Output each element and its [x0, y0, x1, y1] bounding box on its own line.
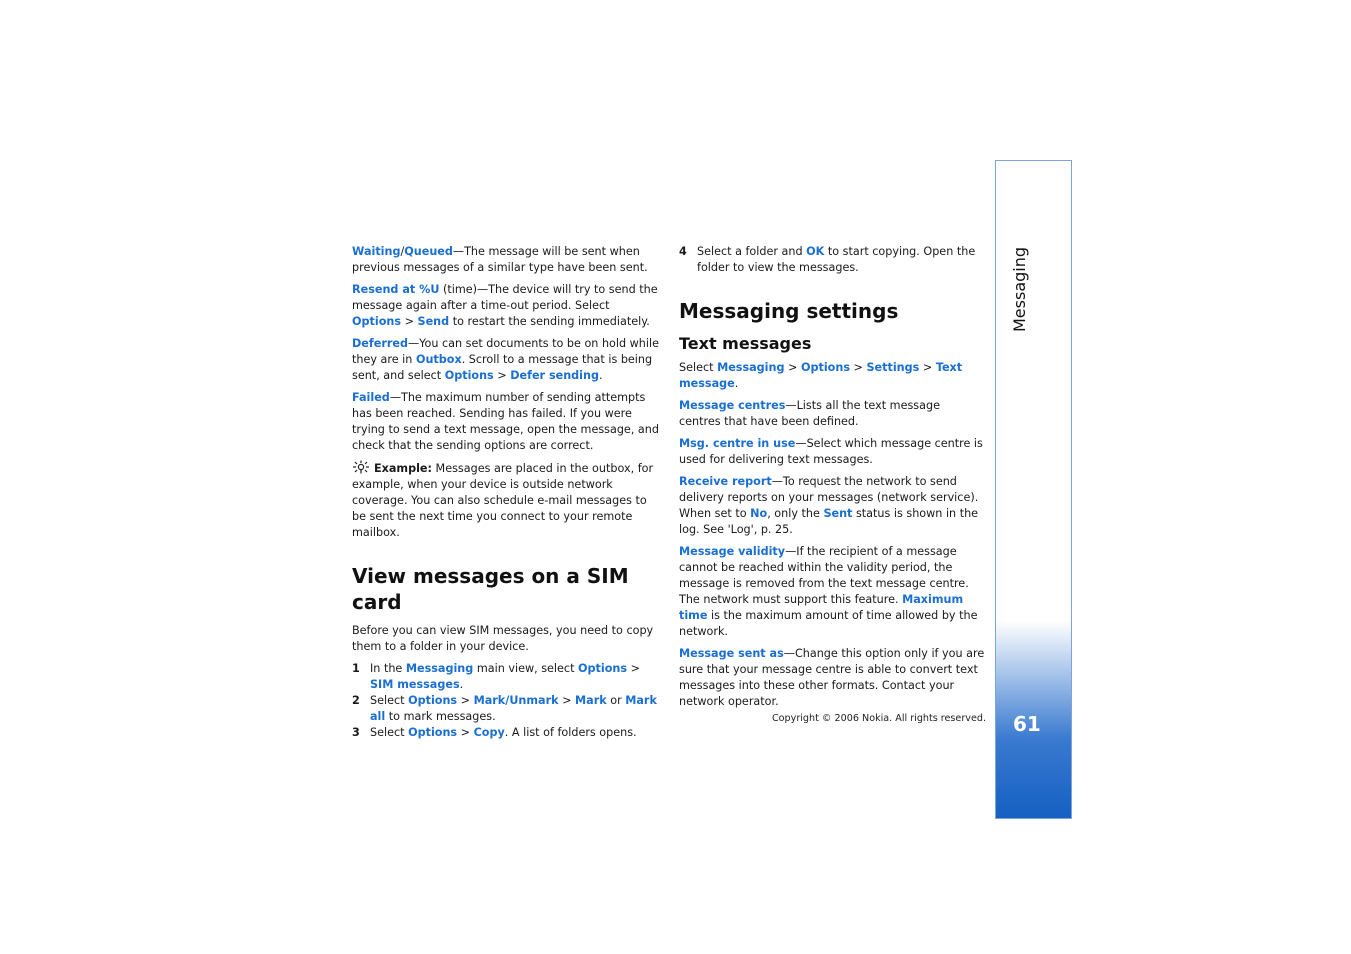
text: >	[558, 694, 576, 707]
text: Select a folder and	[697, 245, 807, 258]
text: /	[400, 245, 405, 258]
text: .	[599, 369, 603, 382]
text: —Select which message centre is used for delivering text messages.	[679, 437, 983, 466]
text: >	[457, 694, 474, 707]
keyword-failed: Failed	[352, 391, 390, 404]
text: >	[919, 361, 936, 374]
text: or	[606, 694, 626, 707]
keyword-mark-unmark: Mark/Unmark	[473, 694, 559, 707]
paragraph-message-centres	[679, 398, 985, 430]
text: >	[493, 369, 511, 382]
paragraph-deferred	[352, 336, 662, 384]
text: Select	[370, 694, 409, 707]
step-1	[352, 661, 662, 693]
text: —Lists all the text message centres that have been defined.	[679, 399, 940, 428]
chapter-tab-label: Messaging	[1010, 246, 1029, 332]
text: Messages are placed in the outbox, for example, when your device is outside network coverage. You can also schedule e-mail messages to be sent the next time you connect to your remote mailbox.	[352, 462, 654, 539]
text: >	[457, 726, 474, 739]
text: —If the recipient of a message cannot be reached within the validity period, the message is removed from the text message centre. The network must support this feature.	[679, 545, 969, 606]
paragraph-waiting	[352, 244, 662, 276]
page-number: 61	[1013, 712, 1041, 736]
paragraph-intro: Before you can view SIM messages, you need to copy them to a folder in your device.	[352, 624, 654, 653]
keyword-settings: Settings	[866, 361, 920, 374]
text: In the	[370, 662, 406, 675]
text: . A list of folders opens.	[504, 726, 637, 739]
step-number: 2	[352, 694, 360, 707]
keyword-sent: Sent	[823, 507, 853, 520]
keyword-messaging: Messaging	[405, 662, 474, 675]
keyword-text-message: Text message	[679, 361, 963, 390]
step-3	[352, 725, 662, 741]
text: >	[784, 361, 801, 374]
step-number: 3	[352, 726, 360, 739]
paragraph-select-path	[679, 360, 985, 392]
text: .	[459, 678, 464, 691]
section-heading-settings: Messaging settings	[679, 299, 899, 323]
step-4	[679, 244, 985, 276]
text: .	[734, 377, 739, 390]
text: (time)—The device will try to send the message again after a time-out period. Select	[352, 283, 658, 312]
keyword-msg-centre-in-use: Msg. centre in use	[679, 437, 796, 450]
text: >	[627, 662, 640, 675]
step-text	[370, 661, 662, 693]
keyword-message-centres: Message centres	[679, 399, 786, 412]
text: main view, select	[473, 662, 579, 675]
example-label: Example:	[374, 462, 432, 475]
keyword-options: Options	[800, 361, 850, 374]
copyright-notice: Copyright © 2006 Nokia. All rights reserved.	[771, 713, 986, 724]
keyword-deferred: Deferred	[352, 337, 408, 350]
subheading-text-messages: Text messages	[679, 334, 812, 353]
text: >	[850, 361, 867, 374]
keyword-waiting: Waiting	[352, 245, 401, 258]
paragraph-example	[352, 460, 662, 541]
keyword-sim-messages: SIM messages	[370, 678, 460, 691]
text: —The maximum number of sending attempts has been reached. Sending has failed. If you were trying to send a text message, open the message, and check that the sending options are correct.	[352, 391, 659, 452]
keyword-resend: Resend at %U	[352, 283, 440, 296]
left-column	[352, 244, 662, 741]
keyword-mark: Mark	[575, 694, 607, 707]
text: to start copying. Open the folder to view the messages.	[697, 245, 976, 274]
keyword-options: Options	[408, 726, 458, 739]
keyword-ok: OK	[806, 245, 825, 258]
text: >	[401, 315, 418, 328]
text: . Scroll to a message that is being sent, and select	[352, 353, 653, 382]
keyword-receive-report: Receive report	[679, 475, 772, 488]
text: —To request the network to send delivery reports on your messages (network service). When set to	[679, 475, 979, 520]
text: —Change this option only if you are sure that your message centre is able to convert text messages into these other formats. Contact your network operator.	[679, 647, 985, 708]
text: Select	[679, 361, 718, 374]
text: is the maximum amount of time allowed by the network.	[679, 609, 978, 638]
keyword-no: No	[750, 507, 768, 520]
keyword-mark-all: Mark all	[370, 694, 657, 723]
step-number: 1	[352, 662, 360, 675]
step-text	[370, 725, 662, 741]
paragraph-receive-report	[679, 474, 985, 538]
keyword-defer-sending: Defer sending	[510, 369, 599, 382]
paragraph-failed	[352, 390, 662, 454]
step-2	[352, 693, 662, 725]
keyword-options: Options	[408, 694, 458, 707]
paragraph-message-sent-as	[679, 646, 985, 710]
text: to restart the sending immediately.	[449, 315, 650, 328]
text: status is shown in the log. See 'Log', p. 25.	[679, 507, 979, 536]
keyword-copy: Copy	[473, 726, 505, 739]
keyword-options: Options	[352, 315, 402, 328]
tip-bulb-icon	[352, 460, 370, 474]
text: —You can set documents to be on hold while they are in	[352, 337, 659, 366]
section-heading-sim: View messages on a SIM card	[352, 564, 629, 614]
step-text	[370, 693, 662, 725]
keyword-queued: Queued	[404, 245, 453, 258]
text: —The message will be sent when previous messages of a similar type have been sent.	[352, 245, 648, 274]
text: to mark messages.	[385, 710, 496, 723]
text: , only the	[767, 507, 824, 520]
keyword-options: Options	[578, 662, 628, 675]
paragraph-centre-in-use	[679, 436, 985, 468]
keyword-messaging: Messaging	[717, 361, 785, 374]
paragraph-resend	[352, 282, 662, 330]
keyword-options: Options	[444, 369, 494, 382]
text: Select	[370, 726, 409, 739]
step-text	[697, 244, 985, 276]
keyword-message-validity: Message validity	[679, 545, 786, 558]
keyword-message-sent-as: Message sent as	[679, 647, 784, 660]
keyword-outbox: Outbox	[415, 353, 462, 366]
keyword-send: Send	[417, 315, 450, 328]
right-column	[679, 244, 985, 716]
step-number: 4	[679, 245, 687, 258]
paragraph-message-validity	[679, 544, 985, 640]
keyword-maximum-time: Maximum time	[679, 593, 964, 622]
